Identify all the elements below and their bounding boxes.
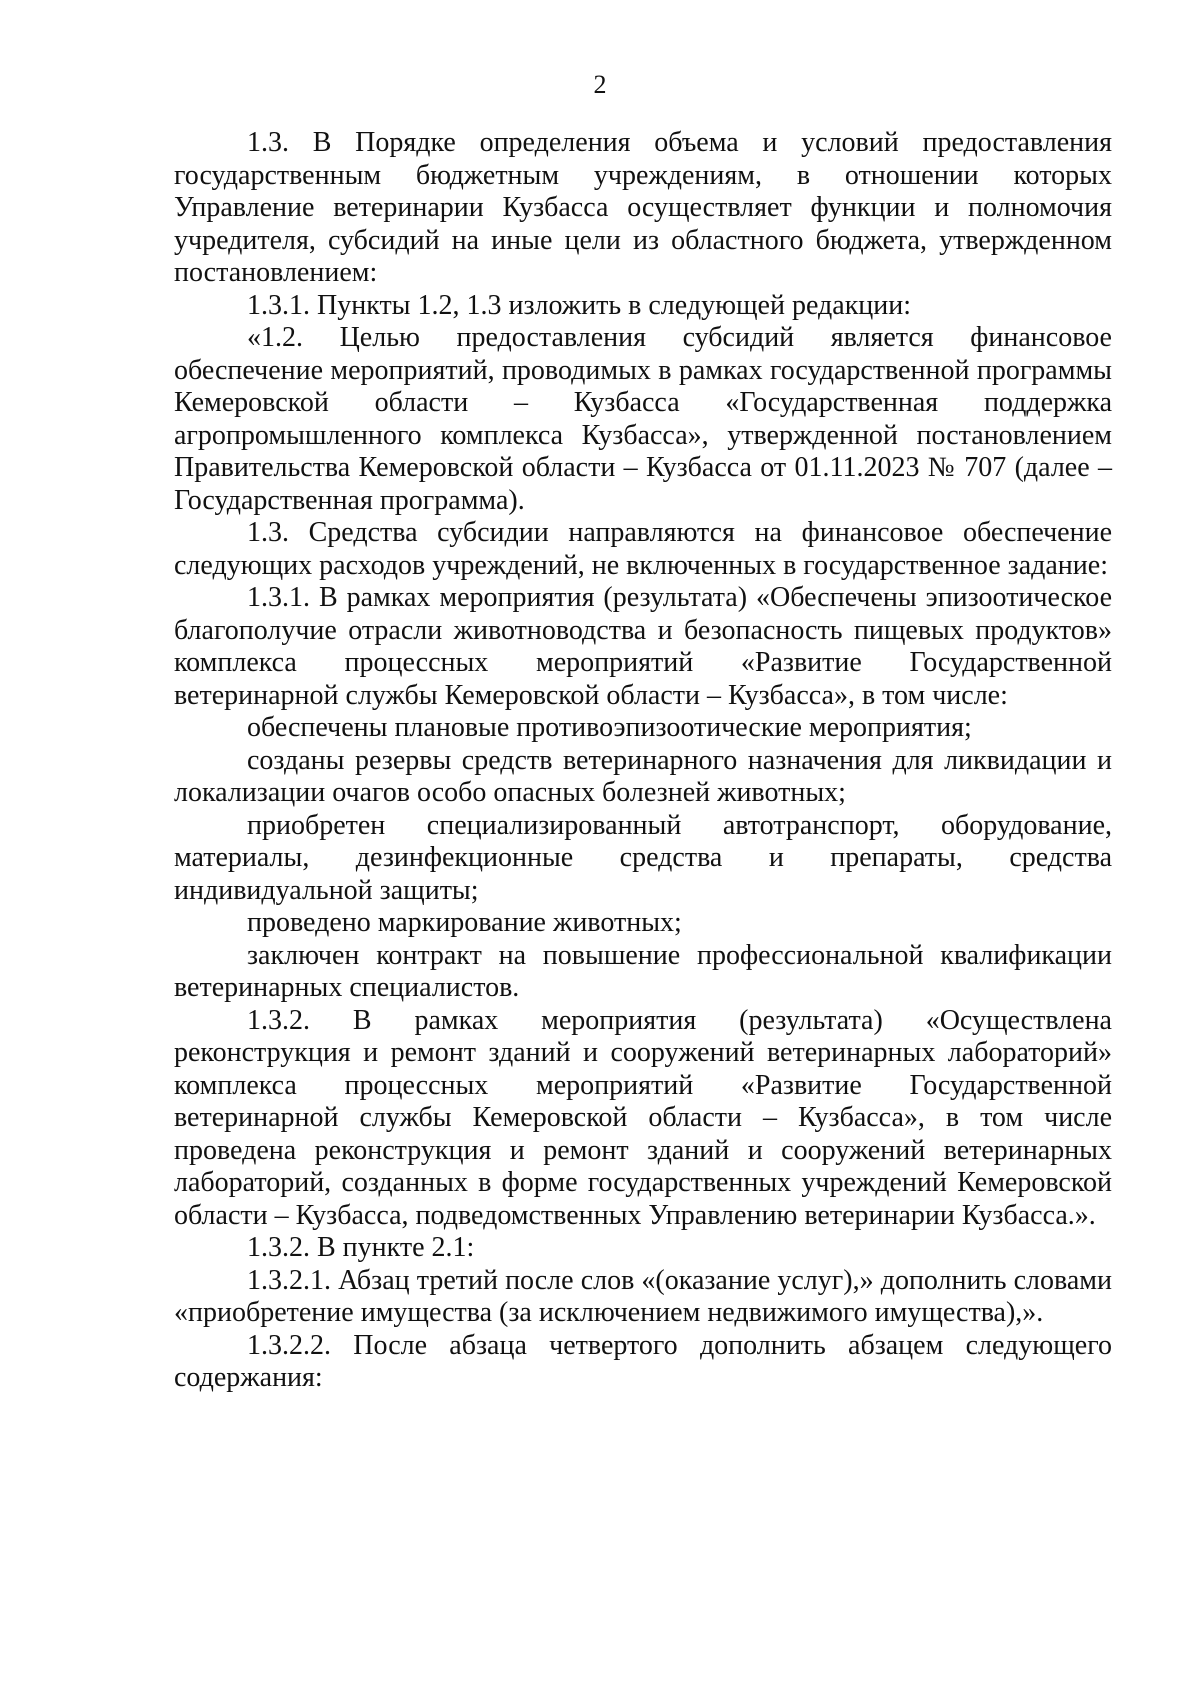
document-body xyxy=(174,127,1112,1395)
paragraph-1-3-2: 1.3.2. В пункте 2.1: xyxy=(247,1232,475,1263)
paragraph-1-3-2-2: 1.3.2.2. После абзаца четвертого дополнить абзацем следующего содержания: xyxy=(174,1329,1112,1393)
list-item-marking: проведено маркирование животных; xyxy=(247,907,682,938)
paragraph-quote-1-3-2: 1.3.2. В рамках мероприятия (результата) «Осуществлена реконструкция и ремонт зданий и сооружений ветеринарных лабораторий» комплекса процессных мероприятий «Развитие Государственной ветеринарной службы Кемеровской области – Кузбасса», в том числе проведена реконструкция и ремонт зданий и сооружений ветеринарных лабораторий, созданных в форме государственных учреждений Кемеровской области – Кузбасса, подведомственных Управлению ветеринарии Кузбасса.». xyxy=(174,1004,1112,1231)
paragraph-quote-1-3-1: 1.3.1. В рамках мероприятия (результата) «Обеспечены эпизоотическое благополучие отрасли животноводства и безопасность пищевых продуктов» комплекса процессных мероприятий «Развитие Государственной ветеринарной службы Кемеровской области – Кузбасса», в том числе: xyxy=(174,582,1112,711)
list-item-training-contract: заключен контракт на повышение профессиональной квалификации ветеринарных специалистов. xyxy=(174,939,1112,1003)
paragraph-1-3-1: 1.3.1. Пункты 1.2, 1.3 изложить в следующей редакции: xyxy=(247,289,912,321)
paragraph-1-3: 1.3. В Порядке определения объема и условий предоставления государственным бюджетным учреждениям, в отношении которых Управление ветеринарии Кузбасса осуществляет функции и полномочия учредителя, субсидий на иные цели из областного бюджета, утвержденном постановлением: xyxy=(174,127,1112,288)
list-item-equipment: приобретен специализированный автотранспорт, оборудование, материалы, дезинфекционные средства и препараты, средства индивидуальной защиты; xyxy=(174,809,1112,906)
paragraph-quote-1-3: 1.3. Средства субсидии направляются на финансовое обеспечение следующих расходов учреждений, не включенных в государственное задание: xyxy=(174,517,1112,581)
paragraph-quote-1-2: «1.2. Целью предоставления субсидий является финансовое обеспечение мероприятий, проводимых в рамках государственной программы Кемеровской области – Кузбасса «Государственная поддержка агропромышленного комплекса Кузбасса», утвержденной постановлением Правительства Кемеровской области – Кузбасса от 01.11.2023 № 707 (далее – Государственная программа). xyxy=(174,322,1112,516)
list-item-reserves: созданы резервы средств ветеринарного назначения для ликвидации и локализации очагов особо опасных болезней животных; xyxy=(174,744,1112,808)
page-number: 2 xyxy=(593,70,607,99)
list-item-antiepizootic: обеспечены плановые противоэпизоотические мероприятия; xyxy=(247,712,972,743)
paragraph-1-3-2-1: 1.3.2.1. Абзац третий после слов «(оказание услуг),» дополнить словами «приобретение имущества (за исключением недвижимого имущества),». xyxy=(174,1264,1112,1328)
